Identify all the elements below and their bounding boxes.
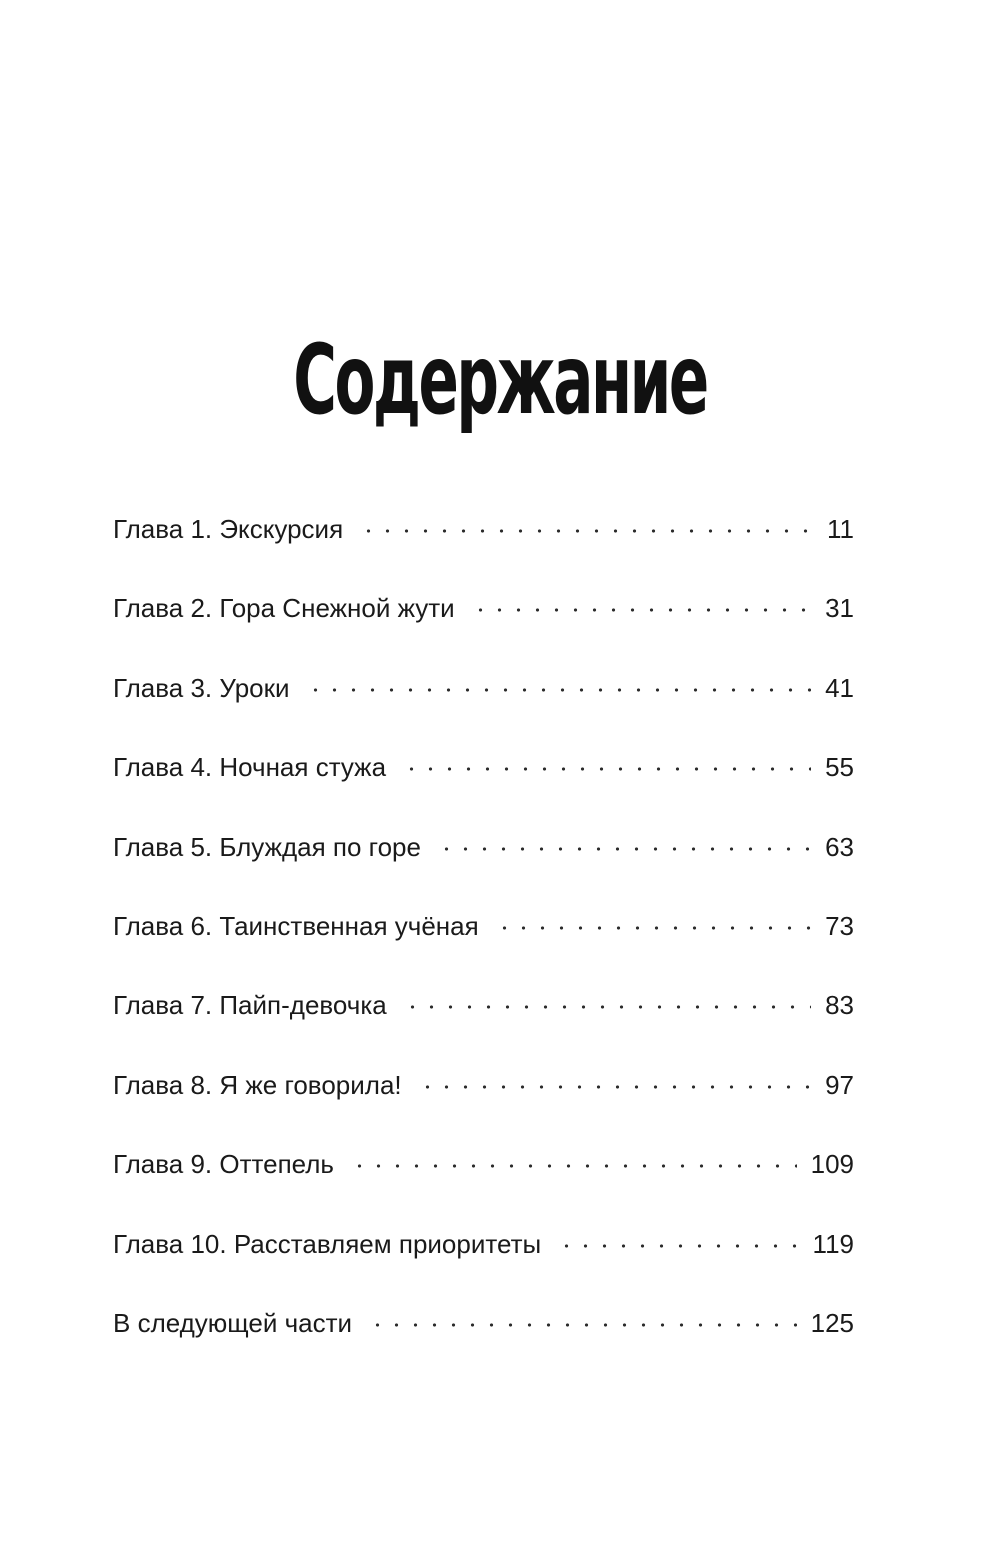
toc-entry-chapter-2[interactable] <box>113 586 854 665</box>
toc-entry-chapter-7[interactable] <box>113 983 854 1062</box>
toc-entry-title: Глава 6. Таинственная учёная <box>113 910 479 941</box>
toc-entry-page-number: 119 <box>812 1228 854 1259</box>
dot-leader <box>306 687 812 693</box>
dot-leader <box>368 1322 797 1328</box>
toc-entry-title: В следующей части <box>113 1307 353 1338</box>
dot-leader <box>402 766 811 772</box>
toc-entry-page-number: 109 <box>810 1149 854 1180</box>
dot-leader <box>495 925 811 931</box>
toc-entry-chapter-1[interactable] <box>113 507 854 586</box>
toc-entry-page-number: 73 <box>825 910 854 941</box>
toc-entry-chapter-5[interactable] <box>113 825 854 904</box>
dot-leader <box>350 1163 797 1169</box>
toc-entry-page-number: 41 <box>825 672 854 703</box>
toc-entry-chapter-10[interactable] <box>113 1222 854 1301</box>
dot-leader <box>557 1243 798 1249</box>
page-title: Содержание <box>293 324 707 437</box>
toc-entry-next-part[interactable] <box>113 1301 854 1380</box>
toc-entry-title: Глава 1. Экскурсия <box>113 514 344 544</box>
toc-entry-chapter-8[interactable] <box>113 1063 854 1142</box>
toc-entry-page-number: 125 <box>810 1307 854 1338</box>
toc-entry-title: Глава 8. Я же говорила! <box>113 1069 402 1100</box>
toc-entry-title: Глава 10. Расставляем приоритеты <box>113 1228 542 1259</box>
toc-entry-chapter-4[interactable] <box>113 745 854 824</box>
dot-leader <box>471 607 811 613</box>
dot-leader <box>359 528 813 534</box>
toc-entry-chapter-9[interactable] <box>113 1142 854 1221</box>
dot-leader <box>418 1084 811 1090</box>
toc-entry-title: Глава 4. Ночная стужа <box>113 752 387 783</box>
toc-entry-page-number: 55 <box>825 752 854 783</box>
dot-leader <box>437 846 811 852</box>
toc-entry-page-number: 63 <box>825 831 854 862</box>
toc-entry-title: Глава 9. Оттепель <box>113 1149 334 1180</box>
toc-entry-title: Глава 3. Уроки <box>113 672 290 703</box>
table-of-contents <box>113 507 854 1380</box>
toc-entry-title: Глава 5. Блуждая по горе <box>113 831 421 862</box>
toc-entry-page-number: 11 <box>827 514 854 544</box>
dot-leader <box>403 1004 811 1010</box>
toc-entry-chapter-3[interactable] <box>113 666 854 745</box>
toc-entry-title: Глава 7. Пайп-девочка <box>113 990 387 1021</box>
toc-entry-chapter-6[interactable] <box>113 904 854 983</box>
toc-entry-page-number: 31 <box>825 593 854 624</box>
toc-entry-title: Глава 2. Гора Снежной жути <box>113 593 455 624</box>
toc-entry-page-number: 83 <box>825 990 854 1021</box>
toc-entry-page-number: 97 <box>825 1069 854 1100</box>
